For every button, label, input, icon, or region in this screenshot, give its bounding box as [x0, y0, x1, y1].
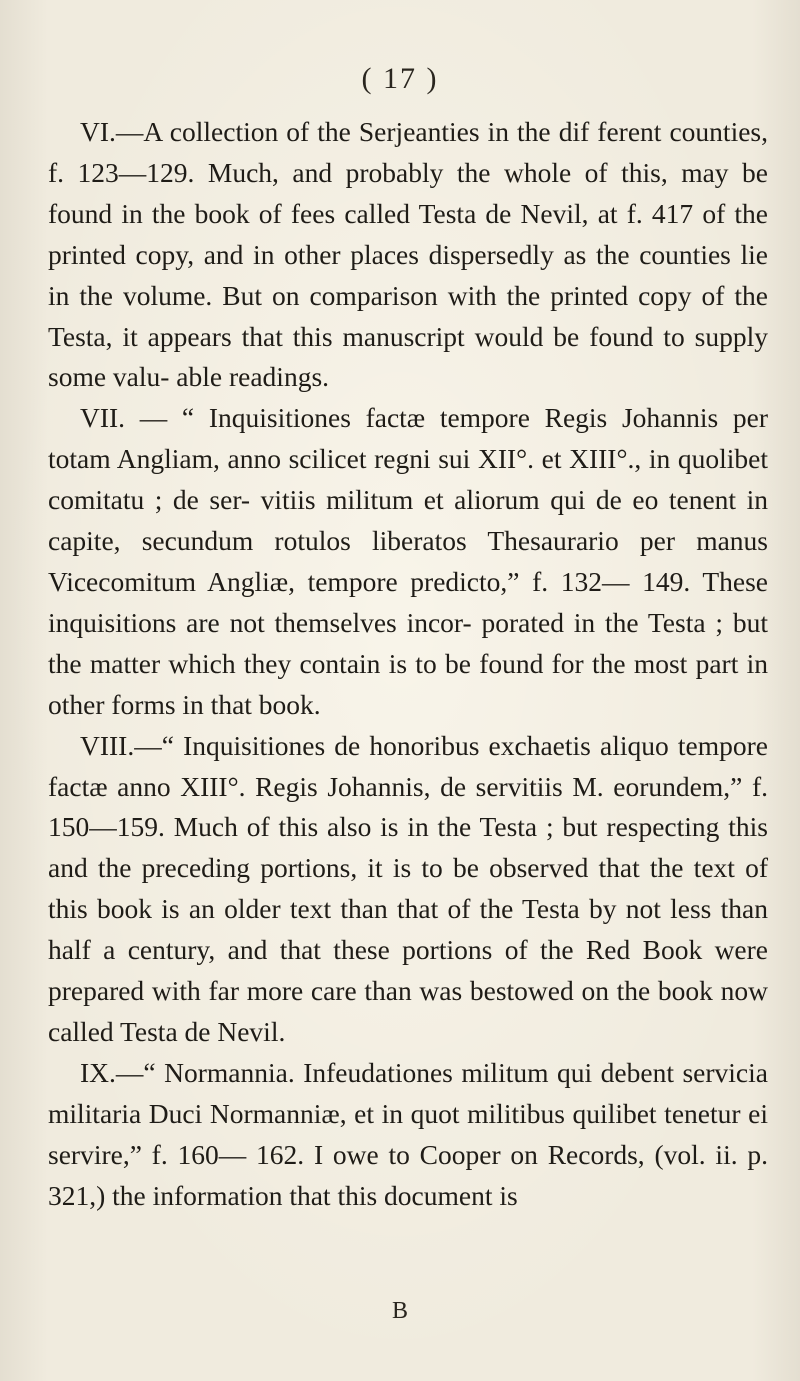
- body-text: [48, 112, 768, 1216]
- paragraph-vi: VI.—A collection of the Serjeanties in the dif ferent counties, f. 123—129. Much, and probably the whole of this, may be found in the book of fees called Testa de Nevil, at f. 417 of the printed copy, and in other places dispersedly as the counties lie in the volume. But on comparison with the printed copy of the Testa, it appears that this manuscript would be found to supply some valu- able readings.: [48, 116, 768, 393]
- page-number: ( 17 ): [361, 62, 439, 95]
- paragraph-vii: VII. — “ Inquisitiones factæ tempore Regis Johannis per totam Angliam, anno scilicet regni sui XII°. et XIII°., in quolibet comitatu ; de ser- vitiis militum et aliorum qui de eo tenent in capite, secundum rotulos liberatos Thesaurario per manus Vicecomitum Angliæ, tempore predicto,” f. 132— 149. These inquisitions are not themselves incor- porated in the Testa ; but the matter which they contain is to be found for the most part in other forms in that book.: [48, 402, 768, 720]
- paragraph-ix: IX.—“ Normannia. Infeudationes militum qui debent servicia militaria Duci Normanniæ, et in quot militibus quilibet tenetur ei servire,” f. 160— 162. I owe to Cooper on Records, (vol. ii. p. 321,) the information that this document is: [48, 1056, 768, 1211]
- signature-mark: B: [391, 1298, 408, 1324]
- paragraph-viii: VIII.—“ Inquisitiones de honoribus exchaetis aliquo tempore factæ anno XIII°. Regis Johannis, de servitiis M. eorundem,” f. 150—159. Much of this also is in the Testa ; but respecting this and the preceding portions, it is to be observed that the text of this book is an older text than that of the Testa by not less than half a century, and that these portions of the Red Book were prepared with far more care than was bestowed on the book now called Testa de Nevil.: [48, 729, 768, 1047]
